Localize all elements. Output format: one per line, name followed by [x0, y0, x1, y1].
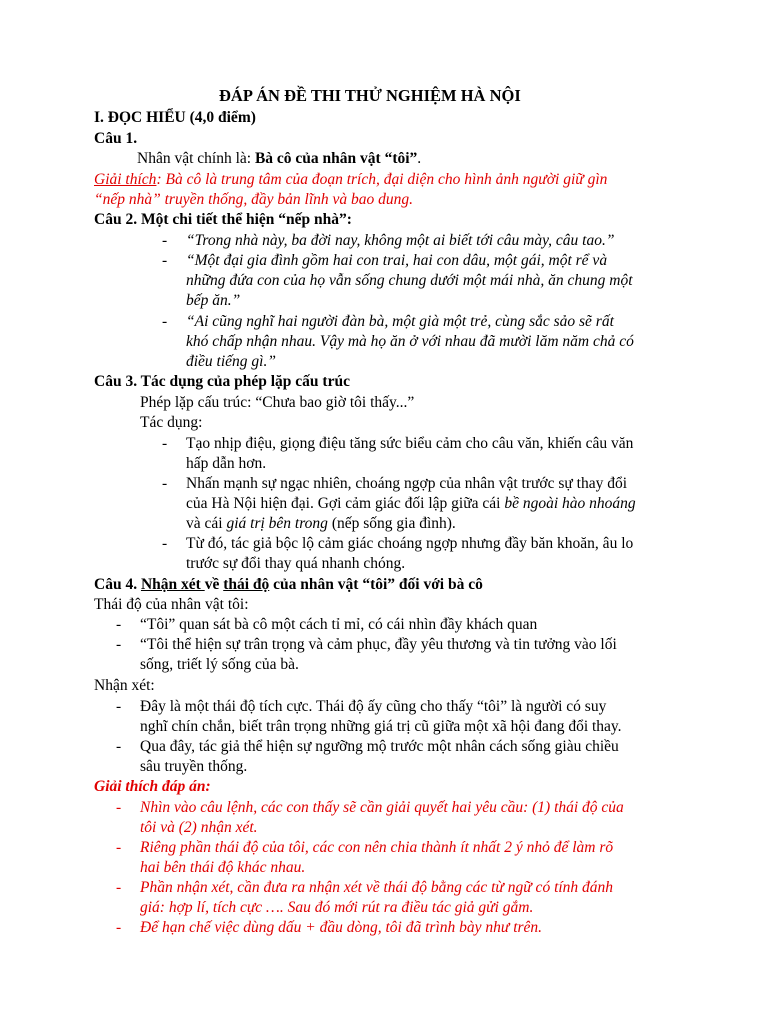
bullet-dash: -: [116, 919, 122, 936]
quote-2-line-3: bếp ăn.”: [186, 292, 241, 309]
quote-2-line-2: những đứa con của họ vẫn sống chung dưới một mái nhà, ăn chung một: [186, 272, 633, 289]
question-2-heading: Câu 2. Một chi tiết thể hiện “nếp nhà”:: [94, 211, 352, 228]
comment-1-line-2: nghĩ chín chắn, biết trân trọng những giá trị cũ giữa một xã hội đang đổi thay.: [140, 718, 622, 735]
effect-1-line-1: Tạo nhịp điệu, giọng điệu tăng sức biểu cảm cho câu văn, khiến câu văn: [186, 435, 634, 452]
answer-prefix: Nhân vật chính là:: [137, 150, 255, 167]
effect-2-line-1: Nhấn mạnh sự ngạc nhiên, choáng ngợp của nhân vật trước sự thay đổi: [186, 475, 628, 492]
question-1-answer: [137, 149, 421, 169]
explanation-2-line-1: Riêng phần thái độ của tôi, các con nên chia thành ít nhất 2 ý nhỏ để làm rõ: [140, 839, 614, 856]
document-title: ĐÁP ÁN ĐỀ THI THỬ NGHIỆM HÀ NỘI: [219, 86, 521, 105]
quote-3-line-1: “Ai cũng nghĩ hai người đàn bà, một già một trẻ, cùng sắc sảo sẽ rất: [186, 313, 614, 330]
explanation-1-line-1: Nhìn vào câu lệnh, các con thấy sẽ cần giải quyết hai yêu cầu: (1) thái độ của: [140, 799, 624, 816]
effect-3-line-1: Từ đó, tác giả bộc lộ cảm giác choáng ngợp nhưng đầy băn khoăn, âu lo: [186, 535, 634, 552]
effect-2-italic: giá trị bên trong: [226, 515, 328, 532]
explanation-label: Giải thích: [94, 171, 157, 188]
bullet-dash: -: [162, 475, 168, 492]
bullet-dash: -: [116, 879, 122, 896]
answer-bold: Bà cô của nhân vật “tôi”: [254, 150, 418, 167]
answer-end: .: [417, 150, 422, 167]
quote-3-line-3: điều tiếng gì.”: [186, 353, 276, 370]
attitude-1: “Tôi” quan sát bà cô một cách tỉ mỉ, có cái nhìn đầy khách quan: [140, 616, 538, 633]
bullet-dash: -: [162, 313, 168, 330]
explanation-text: : Bà cô là trung tâm của đoạn trích, đại diện cho hình ảnh người giữ gìn: [156, 171, 608, 188]
heading-underlined: Nhận xét: [140, 576, 205, 593]
question-3-heading: Câu 3. Tác dụng của phép lặp cấu trúc: [94, 373, 350, 390]
bullet-dash: -: [116, 839, 122, 856]
bullet-dash: -: [116, 616, 122, 633]
answer-explanation-heading: Giải thích đáp án:: [94, 778, 211, 795]
comment-1-line-1: Đây là một thái độ tích cực. Thái độ ấy cũng cho thấy “tôi” là người có suy: [140, 698, 607, 715]
comment-label: Nhận xét:: [94, 677, 155, 694]
bullet-dash: -: [162, 535, 168, 552]
attitude-2-line-2: sống, triết lý sống của bà.: [140, 656, 299, 673]
bullet-dash: -: [162, 252, 168, 269]
effect-2-text: của Hà Nội hiện đại. Gợi cảm giác đối lập giữa cái: [186, 495, 505, 512]
heading-part: về: [204, 576, 224, 593]
heading-part: của nhân vật “tôi” đối với bà cô: [269, 576, 483, 593]
section-heading-reading: I. ĐỌC HIỂU (4,0 điểm): [94, 109, 256, 126]
question-1-explanation: [94, 170, 607, 190]
effect-2-line-2: [186, 494, 636, 514]
effect-1-line-2: hấp dẫn hơn.: [186, 455, 267, 472]
attitude-label: Thái độ của nhân vật tôi:: [94, 596, 249, 613]
question-1-explanation-cont: “nếp nhà” truyền thống, đầy bản lĩnh và bao dung.: [94, 191, 414, 208]
quote-2-line-1: “Một đại gia đình gồm hai con trai, hai con dâu, một gái, một rể và: [186, 252, 608, 269]
quote-1: “Trong nhà này, ba đời nay, không một ai biết tới câu mày, câu tao.”: [186, 232, 615, 249]
effect-3-line-2: trước sự đổi thay quá nhanh chóng.: [186, 555, 406, 572]
bullet-dash: -: [162, 435, 168, 452]
comment-2-line-1: Qua đây, tác giả thể hiện sự ngưỡng mộ trước một nhân cách sống giàu chiều: [140, 738, 619, 755]
question-4-heading: [94, 575, 483, 595]
explanation-3-line-1: Phần nhận xét, cần đưa ra nhận xét về thái độ bằng các từ ngữ có tính đánh: [140, 879, 614, 896]
question-3-effect-label: Tác dụng:: [140, 414, 203, 431]
explanation-1-line-2: tôi và (2) nhận xét.: [140, 819, 258, 836]
question-3-device: Phép lặp cấu trúc: “Chưa bao giờ tôi thấy...”: [140, 394, 415, 411]
heading-underlined: thái độ: [223, 576, 270, 593]
bullet-dash: -: [116, 738, 122, 755]
effect-2-italic: bề ngoài hào nhoáng: [504, 495, 636, 512]
comment-2-line-2: sâu truyền thống.: [140, 758, 248, 775]
effect-2-text: và cái: [186, 515, 227, 532]
explanation-4: Để hạn chế việc dùng dấu + đầu dòng, tôi đã trình bày như trên.: [140, 919, 543, 936]
bullet-dash: -: [116, 799, 122, 816]
bullet-dash: -: [116, 698, 122, 715]
bullet-dash: -: [116, 636, 122, 653]
quote-3-line-2: khó chấp nhận nhau. Vậy mà họ ăn ở với nhau đã mười lăm năm chả có: [186, 333, 634, 350]
question-1-heading: Câu 1.: [94, 130, 138, 147]
effect-2-line-3: [186, 514, 456, 534]
effect-2-text: (nếp sống gia đình).: [327, 515, 456, 532]
heading-part: Câu 4.: [94, 576, 141, 593]
explanation-2-line-2: hai bên thái độ khác nhau.: [140, 859, 306, 876]
attitude-2-line-1: “Tôi thể hiện sự trân trọng và cảm phục, đầy yêu thương và tin tưởng vào lối: [140, 636, 617, 653]
bullet-dash: -: [162, 232, 168, 249]
explanation-3-line-2: giá: hợp lí, tích cực …. Sau đó mới rút ra điều tác giả gửi gắm.: [140, 899, 534, 916]
